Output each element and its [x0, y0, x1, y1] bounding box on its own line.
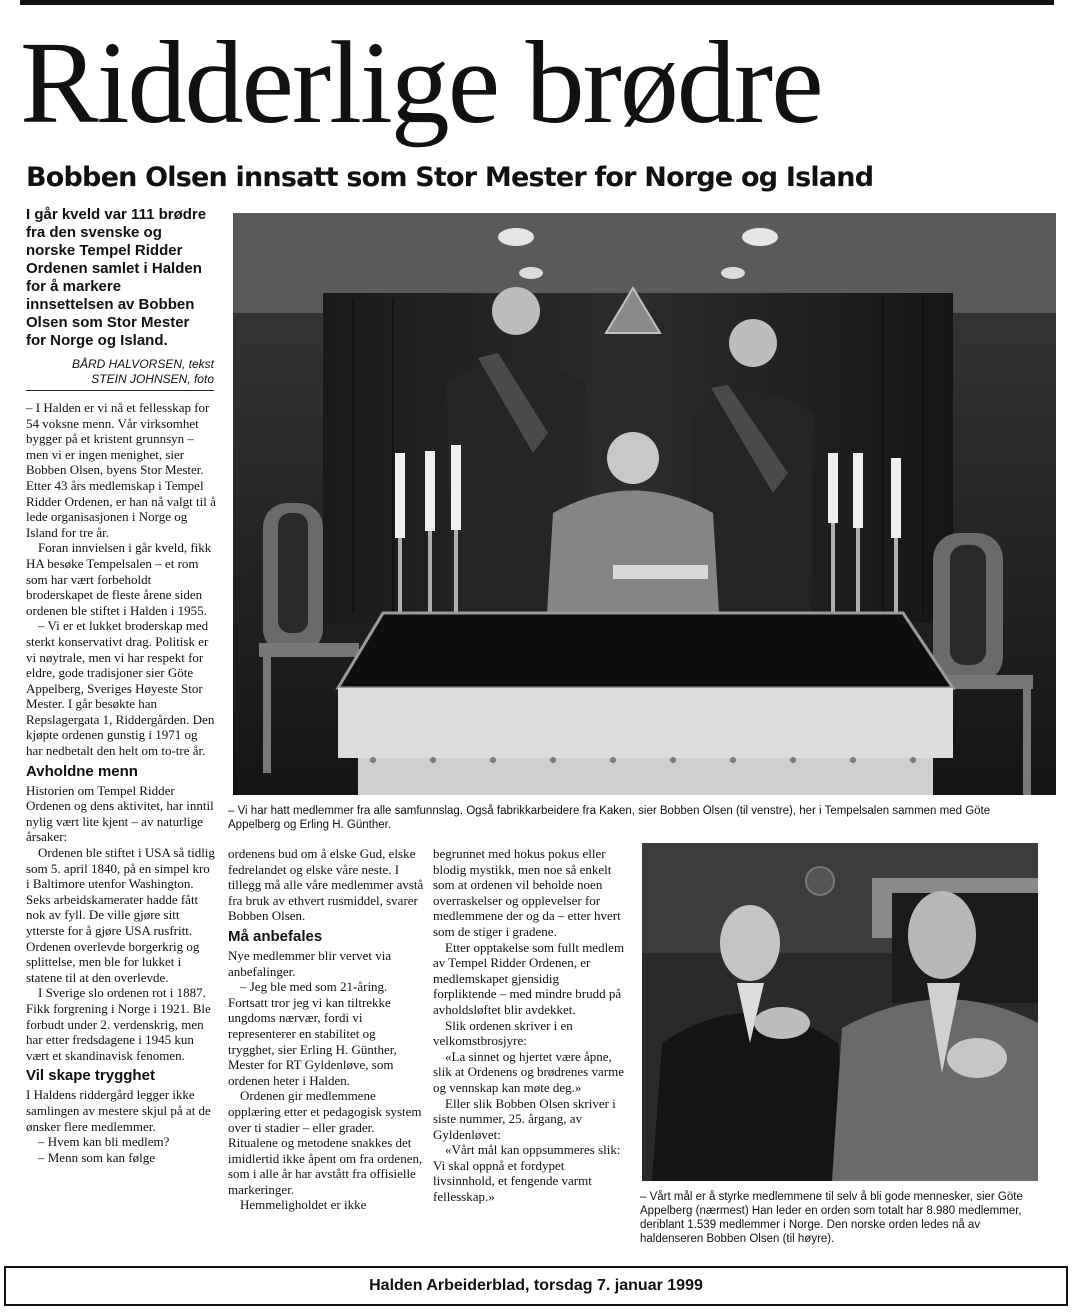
- paragraph: Historien om Tempel Ridder Ordenen og dens aktivitet, har inntil nylig vært lite kjent – av naturlige årsaker:: [26, 782, 214, 845]
- text-credit: BÅRD HALVORSEN, tekst: [71, 357, 214, 371]
- main-photo: [233, 213, 1056, 795]
- two-men-illustration: [642, 843, 1038, 1181]
- paragraph: Ordenen ble stiftet i USA så tidlig som 5. april 1840, på en simpel kro i Baltimore utenfor Washington. Seks arbeidskamerater hadde fått nok av fyll. De ville gjøre sitt ytterste for å gjøre USA rusfritt. Ordenen overlevde borgerkrig og splittelse, men ble for lukket i statene til at den overlevde.: [26, 845, 215, 985]
- section-heading: Vil skape trygghet: [26, 1067, 155, 1085]
- paragraph: ordenens bud om å elske Gud, elske fedrelandet og elske våre neste. I tillegg må alle våre medlemmer avstå fra bruk av ethvert rusmiddel, svarer Bobben Olsen.: [228, 846, 424, 924]
- subheadline: Bobben Olsen innsatt som Stor Mester for Norge og Island: [26, 162, 874, 193]
- paragraph: – Vi er et lukket broderskap med sterkt konservativt drag. Politisk er vi nøytrale, men vi har respekt for eldre, gode tradisjoner sier Göte Appelberg, Sveriges Høyeste Stor Mester. I går besøkte han Repslagergata 1, Riddergården. Den kjøpte ordenen gunstig i 1971 og har nedbetalt den helt om to-tre år.: [26, 618, 215, 759]
- paragraph: Slik ordenen skriver i en velkomstbrosjyre:: [433, 1017, 573, 1049]
- paragraph: begrunnet med hokus pokus eller blodig mystikk, men noe så enkelt som at ordenen vil beholde noen overraskelser og opplevelser for medlemmene der og da – etter hvert som de stiger i gradene.: [433, 846, 621, 939]
- column-1: [26, 400, 216, 1165]
- paragraph: Hemmeligholdet er ikke: [240, 1197, 367, 1213]
- small-photo-caption: – Vårt mål er å styrke medlemmene til selv å bli gode mennesker, sier Göte Appelberg (nærmest) Han leder en orden som totalt har 8.980 medlemmer, deriblant 1.539 medlemmer i Norge. Den norske orden ledes nå av haldenseren Bobben Olsen (til høyre).: [640, 1191, 1023, 1245]
- section-heading: Avholdne menn: [26, 762, 138, 780]
- small-photo: [642, 843, 1038, 1181]
- main-photo-caption: – Vi har hatt medlemmer fra alle samfunnslag. Også fabrikkarbeidere fra Kaken, sier Bobben Olsen (til venstre), her i Tempelsalen sammen med Göte Appelberg og Erling H. Günther.: [228, 805, 991, 831]
- paragraph: Etter opptakelse som fullt medlem av Tempel Ridder Ordenen, er medlemskapet gjensidig forpliktende – med mindre brudd på avholdsløftet blir avdekket.: [433, 939, 625, 1017]
- column-3: [433, 846, 625, 1205]
- byline-rule: [26, 390, 214, 391]
- paragraph: Ordenen gir medlemmene opplæring etter et pedagogisk system over ti stadier – eller grader. Ritualene og metodene snakkes det imidlertid ikke åpent om fra ordenen, som i alle år har avstått fra offisielle markeringer.: [228, 1088, 423, 1197]
- footer-source: Halden Arbeiderblad, torsdag 7. januar 1999: [4, 1266, 1068, 1306]
- column-2: [228, 846, 424, 1213]
- paragraph: – Jeg ble med som 21-åring. Fortsatt tror jeg vi kan tiltrekke ungdoms nærvær, fordi vi representerer en stabilitet og trygghet, sier Erling H. Günther, Mester for RT Gyldenløve, som ordenen heter i Halden.: [228, 979, 397, 1088]
- paragraph: – Hvem kan bli medlem?: [38, 1134, 170, 1150]
- temple-hall-illustration: [233, 213, 1056, 795]
- top-rule: [20, 0, 1054, 5]
- paragraph: I Sverige slo ordenen rot i 1887. Fikk forgrening i Norge i 1921. Ble forbudt under 2. verdenskrig, men har etter fredsdagene i 1945 kun vært et skandinavisk fenomen.: [26, 985, 211, 1063]
- paragraph: Eller slik Bobben Olsen skriver i siste nummer, 25. årgang, av Gyldenløvet:: [433, 1095, 616, 1142]
- paragraph: Nye medlemmer blir vervet via anbefalinger.: [228, 947, 392, 979]
- headline: Ridderlige brødre: [20, 17, 822, 148]
- byline: [26, 357, 214, 387]
- paragraph: – Menn som kan følge: [38, 1149, 155, 1165]
- paragraph: I Haldens riddergård legger ikke samlingen av mestere skjul på at de ønsker flere medlemmer.: [26, 1087, 211, 1134]
- lede: I går kveld var 111 brødre fra den svenske og norske Tempel Ridder Ordenen samlet i Halden for å markere innsettelsen av Bobben Olsen som Stor Mester for Norge og Island.: [26, 206, 207, 349]
- paragraph: «Vårt mål kan oppsummeres slik: Vi skal oppnå et fordypet livsinnhold, et fengende varmt fellesskap.»: [433, 1142, 621, 1205]
- paragraph: Foran innvielsen i går kveld, fikk HA besøke Tempelsalen – et rom som har vært forbeholdt broderskapet de fleste årene siden ordenen ble stiftet i Halden i 1955.: [26, 540, 212, 618]
- paragraph: «La sinnet og hjertet være åpne, slik at Ordenens og brødrenes varme og vennskap kan møte deg.»: [433, 1048, 624, 1095]
- paragraph: – I Halden er vi nå et fellesskap for 54 voksne menn. Vår virksomhet bygger på et kristent grunnsyn – men vi er ingen menighet, sier Bobben Olsen, byens Stor Mester. Etter 43 års medlemskap i Tempel Ridder Ordenen, er han nå valgt til å lede organisasjonen i Norge og Island for tre år.: [26, 400, 216, 540]
- section-heading: Må anbefales: [228, 927, 323, 945]
- photo-credit: STEIN JOHNSEN, foto: [91, 372, 214, 386]
